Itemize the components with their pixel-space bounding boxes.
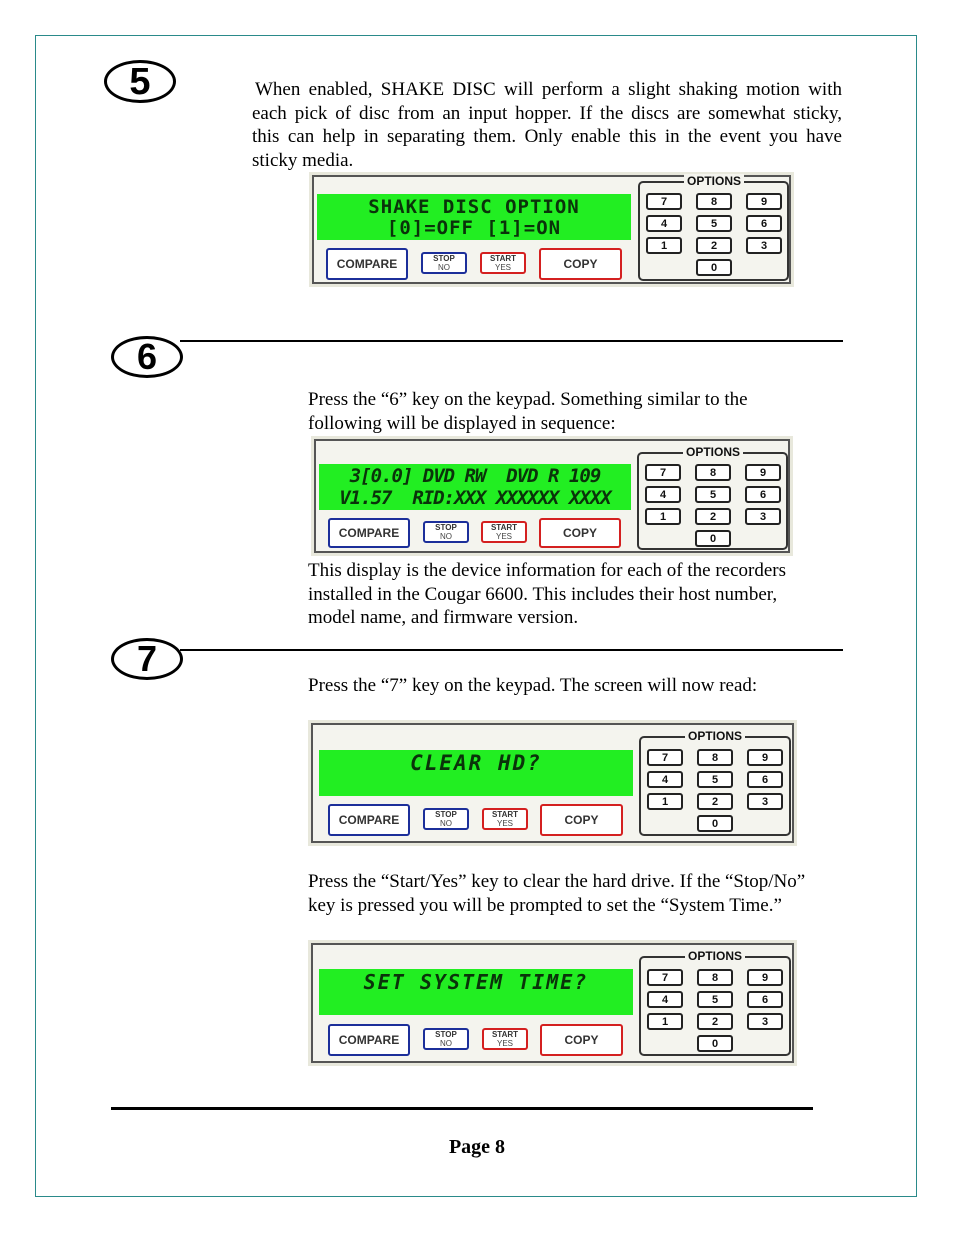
- key-4[interactable]: 4: [646, 215, 682, 232]
- lcd-line-1: 3[0.0] DVD RW DVD R 109: [349, 465, 601, 487]
- key-6[interactable]: 6: [746, 215, 782, 232]
- options-keypad: [639, 949, 791, 1056]
- start-label: START: [489, 254, 517, 263]
- key-8[interactable]: 8: [697, 969, 733, 986]
- key-1[interactable]: 1: [647, 793, 683, 810]
- key-9[interactable]: 9: [747, 749, 783, 766]
- copy-button[interactable]: COPY: [540, 804, 623, 836]
- step-6-description-line: This display is the device information for each of the recorders: [308, 560, 786, 581]
- lcd-display: [319, 969, 633, 1015]
- step-6-intro-line: Press the “6” key on the keypad. Something similar to the: [308, 389, 748, 410]
- step-6-divider: [180, 340, 843, 342]
- step-6-intro: [308, 388, 848, 435]
- yes-label: YES: [496, 1039, 513, 1048]
- stop-label: STOP: [435, 523, 457, 532]
- lcd-display: [319, 750, 633, 796]
- page-number: Page 8: [448, 1136, 506, 1158]
- step-6-description-line: model name, and firmware version.: [308, 607, 579, 628]
- key-0[interactable]: 0: [695, 530, 731, 547]
- stop-no-button[interactable]: [423, 1028, 469, 1050]
- key-9[interactable]: 9: [745, 464, 781, 481]
- step-5-line: When enabled, SHAKE DISC will perform a slight shaking motion with: [255, 79, 842, 100]
- stop-label: STOP: [433, 254, 455, 263]
- no-label: NO: [440, 819, 452, 828]
- key-1[interactable]: 1: [646, 237, 682, 254]
- step-5-line: sticky media.: [252, 149, 354, 171]
- options-title: OPTIONS: [684, 174, 744, 188]
- stop-no-button[interactable]: [423, 808, 469, 830]
- key-8[interactable]: 8: [695, 464, 731, 481]
- start-label: START: [491, 810, 519, 819]
- stop-no-button[interactable]: [423, 521, 469, 543]
- key-5[interactable]: 5: [697, 771, 733, 788]
- lcd-line-2: V1.57 RID:XXX XXXXXX XXXX: [339, 487, 611, 509]
- options-keypad: [639, 729, 791, 836]
- lcd-line-1: SHAKE DISC OPTION: [368, 196, 580, 218]
- lcd-line-2: [0]=OFF [1]=ON: [386, 217, 562, 239]
- step-6-description-line: installed in the Cougar 6600. This includes their host number,: [308, 583, 778, 605]
- compare-button[interactable]: COMPARE: [328, 518, 410, 548]
- step-5-line: each pick of disc from an input hopper. If the discs are somewhat sticky,: [252, 102, 842, 124]
- step-5-badge: [104, 60, 176, 103]
- keypad-panel-clear-hd: [308, 720, 797, 846]
- step-7-number: 7: [136, 638, 158, 679]
- key-2[interactable]: 2: [696, 237, 732, 254]
- key-3[interactable]: 3: [746, 237, 782, 254]
- compare-button[interactable]: COMPARE: [328, 804, 410, 836]
- copy-button[interactable]: COPY: [539, 518, 621, 548]
- key-0[interactable]: 0: [696, 259, 732, 276]
- step-7-description-line: key is pressed you will be prompted to set the “System Time.”: [308, 894, 782, 916]
- key-3[interactable]: 3: [745, 508, 781, 525]
- start-yes-button[interactable]: [482, 1028, 528, 1050]
- step-7-divider: [180, 649, 843, 651]
- step-7-badge: [111, 638, 183, 680]
- step-5-line: this can help in separating them. Only enable this in the event you have: [252, 126, 842, 147]
- step-7-intro: [308, 674, 848, 698]
- copy-button[interactable]: COPY: [540, 1024, 623, 1056]
- step-6-description: [308, 559, 848, 630]
- compare-button[interactable]: COMPARE: [328, 1024, 410, 1056]
- key-5[interactable]: 5: [695, 486, 731, 503]
- start-yes-button[interactable]: [481, 521, 527, 543]
- options-title: OPTIONS: [683, 445, 743, 459]
- key-7[interactable]: 7: [646, 193, 682, 210]
- compare-button[interactable]: COMPARE: [326, 248, 408, 280]
- key-6[interactable]: 6: [747, 771, 783, 788]
- key-7[interactable]: 7: [647, 749, 683, 766]
- key-8[interactable]: 8: [697, 749, 733, 766]
- options-title: OPTIONS: [685, 729, 745, 743]
- no-label: NO: [440, 1039, 452, 1048]
- step-7-description: [308, 870, 848, 917]
- options-keypad: [637, 445, 788, 550]
- keypad-panel-device-info: [311, 436, 793, 556]
- lcd-line-1: SET SYSTEM TIME?: [363, 970, 589, 994]
- key-2[interactable]: 2: [697, 1013, 733, 1030]
- stop-no-button[interactable]: [421, 252, 467, 274]
- key-9[interactable]: 9: [746, 193, 782, 210]
- key-2[interactable]: 2: [697, 793, 733, 810]
- key-7[interactable]: 7: [645, 464, 681, 481]
- yes-label: YES: [496, 819, 513, 828]
- keypad-panel-shake-disc: [309, 172, 794, 287]
- key-0[interactable]: 0: [697, 1035, 733, 1052]
- step-5-number: 5: [129, 60, 151, 103]
- options-title: OPTIONS: [685, 949, 745, 963]
- key-4[interactable]: 4: [645, 486, 681, 503]
- step-7-description-line: Press the “Start/Yes” key to clear the hard drive. If the “Stop/No”: [308, 871, 806, 892]
- footer-divider: [111, 1107, 813, 1110]
- start-label: START: [491, 1030, 519, 1039]
- yes-label: YES: [495, 532, 512, 541]
- key-1[interactable]: 1: [647, 1013, 683, 1030]
- lcd-display: [319, 464, 631, 510]
- key-6[interactable]: 6: [747, 991, 783, 1008]
- step-6-badge: [111, 336, 183, 378]
- start-yes-button[interactable]: [482, 808, 528, 830]
- copy-button[interactable]: COPY: [539, 248, 622, 280]
- step-6-number: 6: [136, 336, 158, 377]
- start-label: START: [490, 523, 518, 532]
- no-label: NO: [438, 263, 450, 272]
- stop-label: STOP: [435, 1030, 457, 1039]
- key-8[interactable]: 8: [696, 193, 732, 210]
- lcd-line-1: CLEAR HD?: [410, 751, 542, 775]
- key-7[interactable]: 7: [647, 969, 683, 986]
- key-5[interactable]: 5: [696, 215, 732, 232]
- key-6[interactable]: 6: [745, 486, 781, 503]
- key-0[interactable]: 0: [697, 815, 733, 832]
- step-7-intro-line: Press the “7” key on the keypad. The screen will now read:: [308, 675, 758, 696]
- key-3[interactable]: 3: [747, 1013, 783, 1030]
- key-9[interactable]: 9: [747, 969, 783, 986]
- step-5-paragraph: [252, 78, 842, 172]
- key-5[interactable]: 5: [697, 991, 733, 1008]
- lcd-display: [317, 194, 631, 240]
- step-6-intro-line: following will be displayed in sequence:: [308, 412, 616, 434]
- key-2[interactable]: 2: [695, 508, 731, 525]
- yes-label: YES: [494, 263, 511, 272]
- options-keypad: [638, 174, 789, 281]
- no-label: NO: [440, 532, 452, 541]
- key-1[interactable]: 1: [645, 508, 681, 525]
- start-yes-button[interactable]: [480, 252, 526, 274]
- key-3[interactable]: 3: [747, 793, 783, 810]
- stop-label: STOP: [435, 810, 457, 819]
- key-4[interactable]: 4: [647, 991, 683, 1008]
- keypad-panel-system-time: [308, 940, 797, 1066]
- key-4[interactable]: 4: [647, 771, 683, 788]
